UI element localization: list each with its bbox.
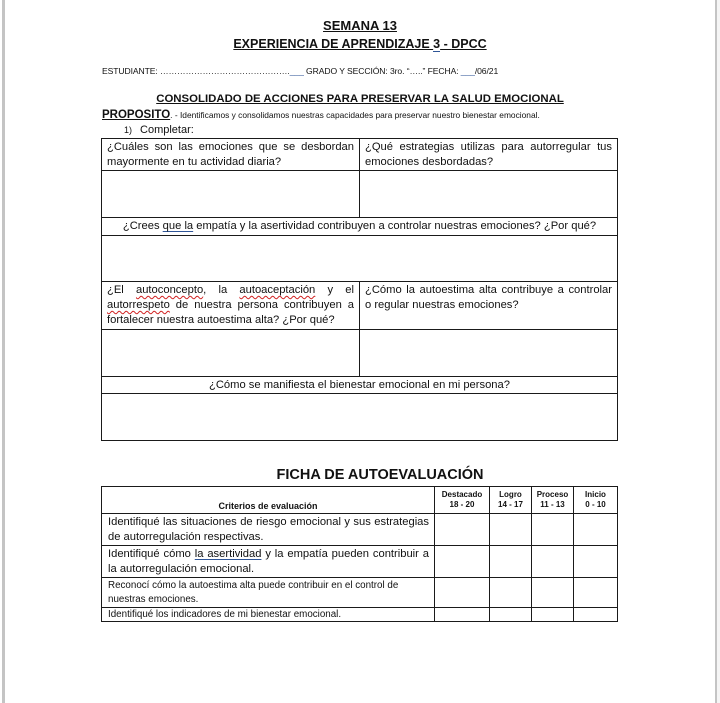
score-cell-logro[interactable] — [490, 578, 532, 608]
score-cell-proceso[interactable] — [532, 514, 574, 546]
score-cell-destacado[interactable] — [435, 546, 490, 578]
table-row — [102, 139, 618, 171]
level-header-proceso — [532, 487, 574, 514]
criteria-row — [102, 578, 618, 608]
purpose-text: Identificamos y consolidamos nuestras capacidades para preservar nuestro bienestar emocional. — [179, 110, 540, 120]
spelling-marked-word: autoconcepto — [135, 284, 204, 296]
question-text: de nuestra persona contribuyen a fortalecer nuestra autoestima alta? ¿Por qué? — [107, 299, 354, 326]
date-label: FECHA: — [425, 66, 461, 76]
purpose-separator: . - — [170, 110, 180, 120]
level-range: 11 - 13 — [540, 500, 565, 509]
experience-separator: - — [440, 37, 452, 51]
criteria-header: Criterios de evaluación — [102, 487, 435, 514]
score-cell-proceso[interactable] — [532, 608, 574, 622]
question-text: ¿El — [107, 284, 136, 296]
spelling-marked-word: autoaceptación — [239, 284, 316, 296]
week-title — [0, 18, 720, 33]
question-cell — [102, 282, 360, 330]
score-cell-logro[interactable] — [490, 608, 532, 622]
answer-cell[interactable] — [102, 236, 618, 282]
purpose-line — [102, 109, 540, 121]
score-cell-logro[interactable] — [490, 514, 532, 546]
score-cell-inicio[interactable] — [574, 546, 618, 578]
questions-table — [101, 138, 618, 441]
score-cell-inicio[interactable] — [574, 608, 618, 622]
grade-section-label: GRADO Y SECCIÓN: 3ro. “…..” — [303, 66, 426, 76]
answer-cell[interactable] — [360, 171, 618, 218]
score-cell-inicio[interactable] — [574, 514, 618, 546]
date-day-blank[interactable]: ___ — [460, 66, 475, 76]
criteria-text: Reconocí cómo la autoestima alta puede contribuir en el control de nuestras emociones. — [102, 578, 435, 608]
answer-cell[interactable] — [102, 171, 360, 218]
score-cell-destacado[interactable] — [435, 514, 490, 546]
student-name-field[interactable]: ………………………………………. — [160, 66, 290, 76]
section-title: CONSOLIDADO DE ACCIONES PARA PRESERVAR LA SALUD EMOCIONAL — [156, 93, 564, 105]
answer-cell[interactable] — [102, 394, 618, 441]
table-row — [102, 394, 618, 441]
instruction — [124, 124, 194, 136]
score-cell-destacado[interactable] — [435, 608, 490, 622]
experience-title-text — [233, 37, 486, 51]
experience-course: DPCC — [451, 37, 487, 51]
self-evaluation-title: FICHA DE AUTOEVALUACIÓN — [276, 467, 484, 483]
spelling-marked-word: autorrespeto — [107, 299, 170, 311]
score-cell-inicio[interactable] — [574, 578, 618, 608]
question-cell: ¿Cuáles son las emociones que se desbordan mayormente en tu actividad diaria? — [102, 139, 360, 171]
experience-number: 3 — [433, 37, 441, 51]
instruction-text: Completar: — [140, 124, 194, 136]
score-cell-destacado[interactable] — [435, 578, 490, 608]
question-text: y el — [315, 284, 354, 296]
score-cell-proceso[interactable] — [532, 578, 574, 608]
level-header-destacado — [435, 487, 490, 514]
table-row — [102, 377, 618, 394]
purpose-label: PROPOSITO — [102, 109, 171, 121]
student-info-line — [102, 66, 498, 76]
header-row — [102, 487, 618, 514]
table-row — [102, 330, 618, 377]
table-row — [102, 236, 618, 282]
question-cell: ¿Qué estrategias utilizas para autorregular tus emociones desbordadas? — [360, 139, 618, 171]
level-range: 18 - 20 — [449, 500, 475, 509]
level-name: Logro — [499, 490, 522, 499]
question-text: empatía y la asertividad contribuyen a controlar nuestras emociones? ¿Por qué? — [193, 220, 597, 232]
criteria-text — [102, 546, 435, 578]
question-cell — [102, 218, 618, 236]
score-cell-proceso[interactable] — [532, 546, 574, 578]
question-cell: ¿Cómo se manifiesta el bienestar emocional en mi persona? — [102, 377, 618, 394]
level-header-inicio — [574, 487, 618, 514]
criteria-text-part: y la empatía pueden contribuir a la autorregulación emocional. — [108, 548, 429, 575]
level-name: Proceso — [536, 490, 569, 499]
grammar-marked-text: que la — [162, 220, 194, 232]
score-cell-logro[interactable] — [490, 546, 532, 578]
answer-cell[interactable] — [360, 330, 618, 377]
question-text: , la — [203, 284, 240, 296]
criteria-row — [102, 608, 618, 622]
table-row — [102, 282, 618, 330]
page-edge-left — [2, 0, 5, 703]
question-cell: ¿Cómo la autoestima alta contribuye a controlar o regular nuestras emociones? — [360, 282, 618, 330]
criteria-text-part: Identifiqué cómo — [108, 548, 195, 560]
criteria-row — [102, 514, 618, 546]
instruction-number: 1) — [124, 125, 133, 135]
table-row — [102, 171, 618, 218]
week-title-text: SEMANA 13 — [323, 18, 397, 33]
criteria-text: Identifiqué los indicadores de mi bienestar emocional. — [102, 608, 435, 622]
question-text: ¿Crees — [122, 220, 163, 232]
table-row — [102, 218, 618, 236]
answer-cell[interactable] — [102, 330, 360, 377]
self-evaluation-table — [101, 486, 618, 622]
level-header-logro — [490, 487, 532, 514]
student-label: ESTUDIANTE: — [102, 66, 161, 76]
level-name: Destacado — [441, 490, 483, 499]
criteria-row — [102, 546, 618, 578]
date-value: /06/21 — [474, 66, 499, 76]
experience-title — [0, 37, 720, 52]
grammar-marked-text: la asertividad — [194, 548, 262, 560]
experience-prefix: EXPERIENCIA DE APRENDIZAJE — [233, 37, 434, 51]
student-name-blank[interactable]: ___ — [289, 66, 304, 76]
level-range: 14 - 17 — [498, 500, 523, 509]
level-range: 0 - 10 — [585, 500, 606, 509]
criteria-text: Identifiqué las situaciones de riesgo emocional y sus estrategias de autorregulación respectivas. — [102, 514, 435, 546]
level-name: Inicio — [585, 490, 606, 499]
